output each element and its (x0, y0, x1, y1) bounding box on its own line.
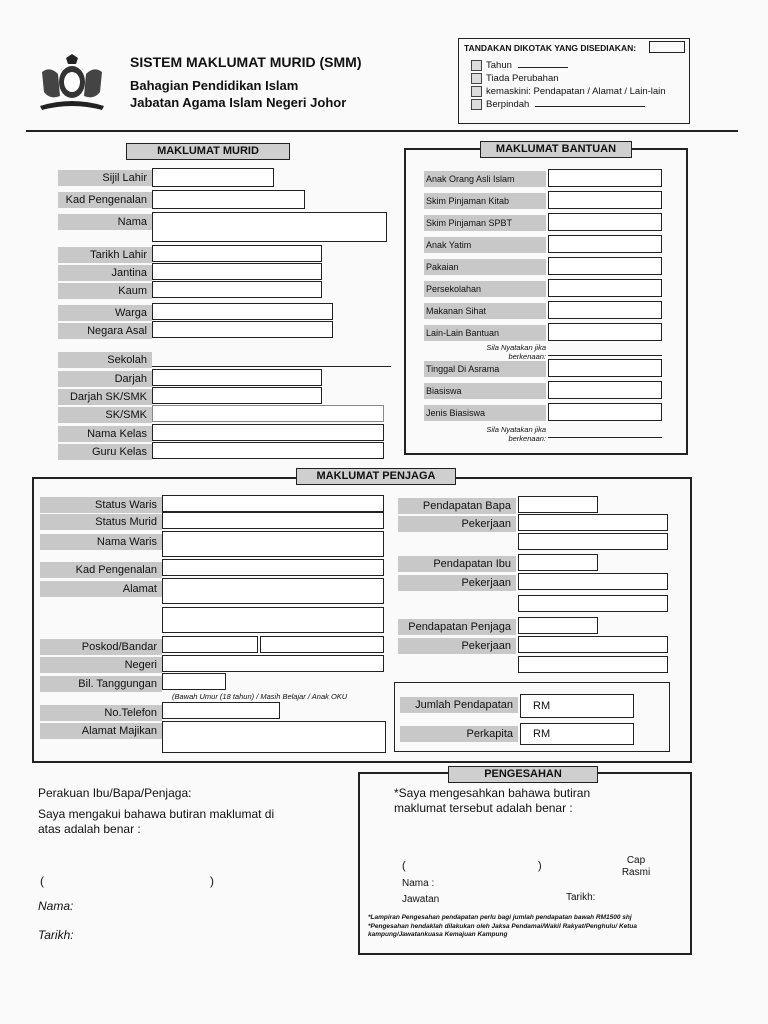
label-sekolah: Sekolah (58, 352, 152, 368)
perakuan-nama-label: Nama: (38, 899, 74, 913)
input-kaum[interactable] (152, 281, 322, 298)
label-pendapatan-bapa: Pendapatan Bapa (398, 498, 516, 514)
checklist-box (458, 38, 690, 124)
label-negara-asal: Negara Asal (58, 323, 152, 339)
label-nama-waris: Nama Waris (40, 534, 162, 550)
perakuan-title: Perakuan Ibu/Bapa/Penjaga: (38, 786, 192, 800)
label-kad-pengenalan: Kad Pengenalan (58, 192, 152, 208)
input-jenis-biasiswa[interactable] (548, 403, 662, 421)
input-darjah-sk-smk[interactable] (152, 387, 322, 404)
checkbox-tiada-perubahan[interactable]: Tiada Perubahan (471, 72, 666, 85)
input-lain-bantuan-detail[interactable] (548, 346, 662, 356)
crest-logo (36, 52, 108, 112)
input-sk-smk[interactable] (152, 405, 384, 422)
label-no-telefon: No.Telefon (40, 705, 162, 721)
input-pendapatan-ibu[interactable] (518, 554, 598, 571)
rm-label-perkapita: RM (533, 728, 551, 740)
section-title-pengesahan: PENGESAHAN (448, 766, 598, 783)
input-pekerjaan-ibu-2[interactable] (518, 595, 668, 612)
label-anak-orang-asli: Anak Orang Asli Islam (424, 171, 546, 187)
label-jenis-biasiswa: Jenis Biasiswa (424, 405, 546, 421)
input-darjah[interactable] (152, 369, 322, 386)
label-persekolahan: Persekolahan (424, 281, 546, 297)
label-jantina: Jantina (58, 265, 152, 281)
input-sekolah[interactable] (152, 352, 391, 367)
input-tinggal-asrama[interactable] (548, 359, 662, 377)
input-alamat-majikan[interactable] (162, 721, 386, 753)
checkbox-tahun[interactable]: Tahun (471, 59, 666, 72)
input-jenis-biasiswa-detail[interactable] (548, 428, 662, 438)
input-jumlah-pendapatan[interactable] (520, 694, 634, 718)
note-jenis-biasiswa: Sila Nyatakan jika berkenaan: (486, 425, 546, 443)
input-makanan-sihat[interactable] (548, 301, 662, 319)
pengesahan-open-bracket: ( (402, 860, 406, 872)
pengesahan-note-1: *Lampiran Pengesahan pendapatan perlu bagi jumlah pendapatan bawah RM1500 shj (368, 914, 632, 921)
input-perkapita[interactable] (520, 723, 634, 745)
input-skim-spbt[interactable] (548, 213, 662, 231)
input-pekerjaan-ibu-1[interactable] (518, 573, 668, 590)
input-poskod[interactable] (162, 636, 258, 653)
input-lain-bantuan[interactable] (548, 323, 662, 341)
label-guru-kelas: Guru Kelas (58, 444, 152, 460)
section-title-murid: MAKLUMAT MURID (126, 143, 290, 160)
label-skim-kitab: Skim Pinjaman Kitab (424, 193, 546, 209)
pengesahan-nama-label: Nama : (402, 878, 435, 889)
input-jantina[interactable] (152, 263, 322, 280)
input-negeri[interactable] (162, 655, 384, 672)
input-pekerjaan-bapa-2[interactable] (518, 533, 668, 550)
input-alamat-2[interactable] (162, 607, 384, 633)
input-pekerjaan-penjaga-2[interactable] (518, 656, 668, 673)
label-bil-tanggungan: Bil. Tanggungan (40, 676, 162, 692)
input-pendapatan-penjaga[interactable] (518, 617, 598, 634)
input-guru-kelas[interactable] (152, 442, 384, 459)
pengesahan-close-bracket: ) (538, 860, 542, 872)
input-negara-asal[interactable] (152, 321, 333, 338)
input-biasiswa[interactable] (548, 381, 662, 399)
input-warga[interactable] (152, 303, 333, 320)
input-sijil-lahir[interactable] (152, 168, 274, 187)
label-jumlah-pendapatan: Jumlah Pendapatan (400, 697, 518, 713)
section-title-bantuan: MAKLUMAT BANTUAN (480, 141, 632, 158)
perakuan-tarikh-label: Tarikh: (38, 928, 74, 942)
input-no-telefon[interactable] (162, 702, 280, 719)
header-divider (26, 130, 738, 132)
input-pekerjaan-penjaga-1[interactable] (518, 636, 668, 653)
note-tanggungan: (Bawah Umur (18 tahun) / Masih Belajar / Anak OKU (172, 692, 348, 701)
department-name: Bahagian Pendidikan Islam (130, 78, 299, 93)
label-pekerjaan-bapa: Pekerjaan (398, 516, 516, 532)
checkbox-berpindah[interactable]: Berpindah (471, 98, 666, 111)
label-warga: Warga (58, 305, 152, 321)
pengesahan-cap-rasmi: Cap Rasmi (621, 855, 651, 878)
label-kad-pengenalan-waris: Kad Pengenalan (40, 562, 162, 578)
label-anak-yatim: Anak Yatim (424, 237, 546, 253)
label-biasiswa: Biasiswa (424, 383, 546, 399)
label-lain-bantuan: Lain-Lain Bantuan (424, 325, 546, 341)
form-title: SISTEM MAKLUMAT MURID (SMM) (130, 54, 362, 70)
label-perkapita: Perkapita (400, 726, 518, 742)
label-pendapatan-penjaga: Pendapatan Penjaga (398, 619, 516, 635)
input-nama-kelas[interactable] (152, 424, 384, 441)
input-kad-pengenalan-waris[interactable] (162, 559, 384, 576)
input-kad-pengenalan[interactable] (152, 190, 305, 209)
label-pakaian: Pakaian (424, 259, 546, 275)
input-pekerjaan-bapa-1[interactable] (518, 514, 668, 531)
label-poskod-bandar: Poskod/Bandar (40, 639, 162, 655)
label-nama-kelas: Nama Kelas (58, 426, 152, 442)
pengesahan-text: *Saya mengesahkan bahawa butiran maklumat tersebut adalah benar : (394, 786, 591, 815)
perakuan-open-bracket: ( (40, 874, 44, 888)
label-darjah: Darjah (58, 371, 152, 387)
perakuan-text: Saya mengakui bahawa butiran maklumat di atas adalah benar : (38, 807, 275, 836)
input-pendapatan-bapa[interactable] (518, 496, 598, 513)
input-alamat-1[interactable] (162, 578, 384, 604)
pengesahan-tarikh-label: Tarikh: (566, 892, 596, 903)
label-negeri: Negeri (40, 657, 162, 673)
label-pekerjaan-ibu: Pekerjaan (398, 575, 516, 591)
input-anak-orang-asli[interactable] (548, 169, 662, 187)
input-skim-kitab[interactable] (548, 191, 662, 209)
pengesahan-jawatan-label: Jawatan (402, 894, 440, 905)
label-sk-smk: SK/SMK (58, 407, 152, 423)
input-nama[interactable] (152, 212, 387, 242)
agency-name: Jabatan Agama Islam Negeri Johor (130, 95, 347, 110)
input-status-murid[interactable] (162, 512, 384, 529)
label-nama: Nama (58, 214, 152, 230)
input-status-waris[interactable] (162, 495, 384, 512)
checkbox-kemaskini[interactable]: kemaskini: Pendapatan / Alamat / Lain-lain (471, 85, 666, 98)
input-persekolahan[interactable] (548, 279, 662, 297)
perakuan-close-bracket: ) (210, 874, 214, 888)
checklist-title: TANDAKAN DIKOTAK YANG DISEDIAKAN: (464, 43, 637, 53)
section-title-penjaga: MAKLUMAT PENJAGA (296, 468, 456, 485)
label-kaum: Kaum (58, 283, 152, 299)
input-bandar[interactable] (260, 636, 384, 653)
input-pakaian[interactable] (548, 257, 662, 275)
label-darjah-sk-smk: Darjah SK/SMK (58, 389, 152, 405)
label-skim-spbt: Skim Pinjaman SPBT (424, 215, 546, 231)
input-anak-yatim[interactable] (548, 235, 662, 253)
label-alamat: Alamat (40, 581, 162, 597)
input-tarikh-lahir[interactable] (152, 245, 322, 262)
input-nama-waris[interactable] (162, 531, 384, 557)
label-pendapatan-ibu: Pendapatan Ibu (398, 556, 516, 572)
label-status-murid: Status Murid (40, 514, 162, 530)
label-tinggal-asrama: Tinggal Di Asrama (424, 361, 546, 377)
label-alamat-majikan: Alamat Majikan (40, 723, 162, 739)
input-bil-tanggungan[interactable] (162, 673, 226, 690)
label-sijil-lahir: Sijil Lahir (58, 170, 152, 186)
pengesahan-note-2: *Pengesahan hendaklah dilakukan oleh Jaksa Pendamai/Wakil Rakyat/Penghulu/ Ketua kampung/Jawatankuasa Kemajuan Kampung (368, 923, 638, 938)
note-lain-bantuan: Sila Nyatakan jika berkenaan: (486, 343, 546, 361)
label-pekerjaan-penjaga: Pekerjaan (398, 638, 516, 654)
label-status-waris: Status Waris (40, 497, 162, 513)
rm-label-jumlah: RM (533, 700, 551, 712)
label-tarikh-lahir: Tarikh Lahir (58, 247, 152, 263)
label-makanan-sihat: Makanan Sihat (424, 303, 546, 319)
